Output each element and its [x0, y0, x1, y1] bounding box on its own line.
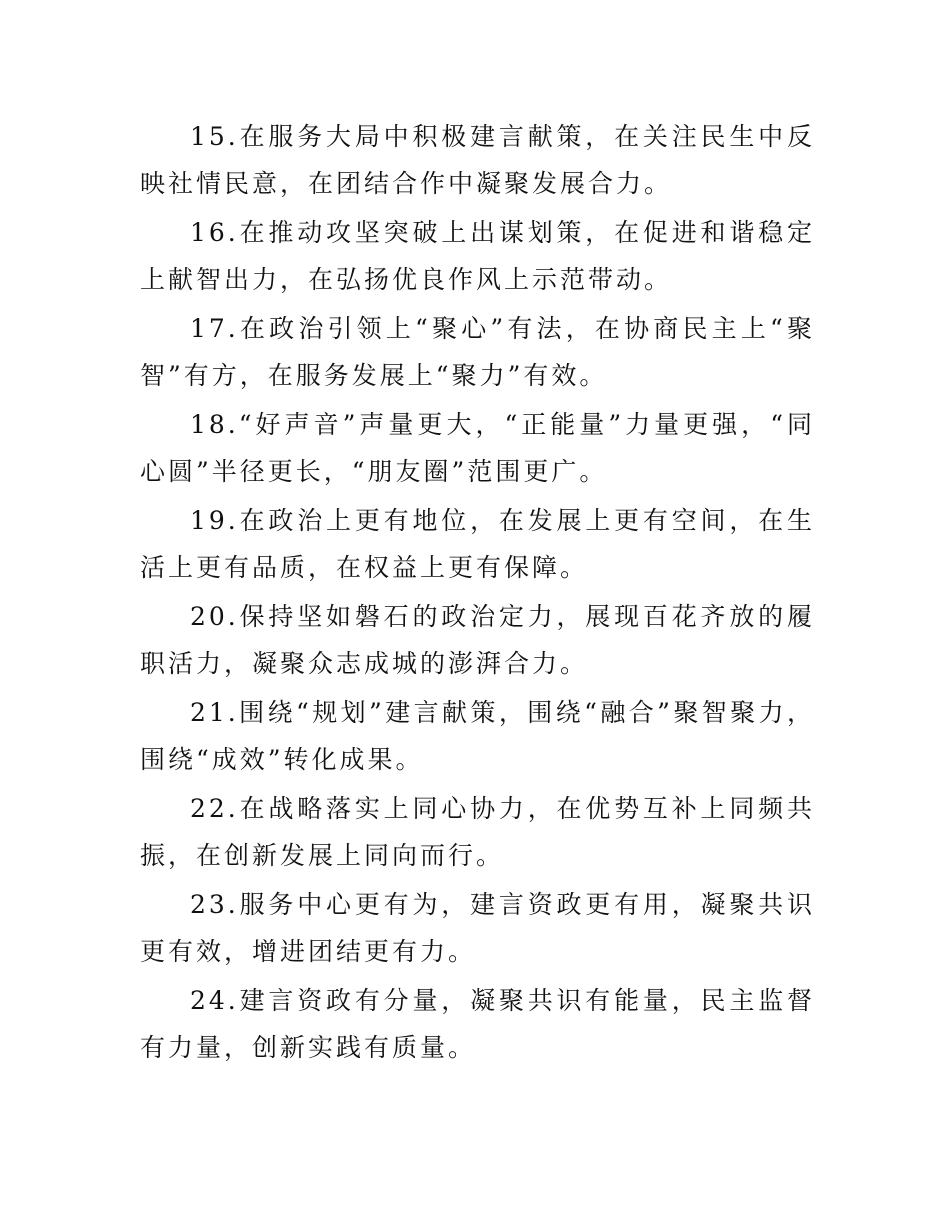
- paragraph-20: 20.保持坚如磐石的政治定力，展现百花齐放的履职活力，凝聚众志成城的澎湃合力。: [140, 602, 815, 678]
- paragraph-24: 24.建言资政有分量，凝聚共识有能量，民主监督有力量，创新实践有质量。: [140, 986, 815, 1062]
- paragraph-22: 22.在战略落实上同心协力，在优势互补上同频共振，在创新发展上同向而行。: [140, 794, 815, 870]
- document-body: [140, 114, 815, 1074]
- paragraph-16: 16.在推动攻坚突破上出谋划策，在促进和谐稳定上献智出力，在弘扬优良作风上示范带动。: [140, 218, 815, 294]
- paragraph-17: 17.在政治引领上“聚心”有法，在协商民主上“聚智”有方，在服务发展上“聚力”有效。: [140, 314, 815, 390]
- paragraph-23: 23.服务中心更有为，建言资政更有用，凝聚共识更有效，增进团结更有力。: [140, 890, 815, 966]
- paragraph-15: 15.在服务大局中积极建言献策，在关注民生中反映社情民意，在团结合作中凝聚发展合力。: [140, 122, 815, 198]
- paragraph-18: 18.“好声音”声量更大，“正能量”力量更强，“同心圆”半径更长，“朋友圈”范围更广。: [140, 410, 815, 486]
- paragraph-21: 21.围绕“规划”建言献策，围绕“融合”聚智聚力，围绕“成效”转化成果。: [140, 698, 815, 774]
- paragraph-19: 19.在政治上更有地位，在发展上更有空间，在生活上更有品质，在权益上更有保障。: [140, 506, 815, 582]
